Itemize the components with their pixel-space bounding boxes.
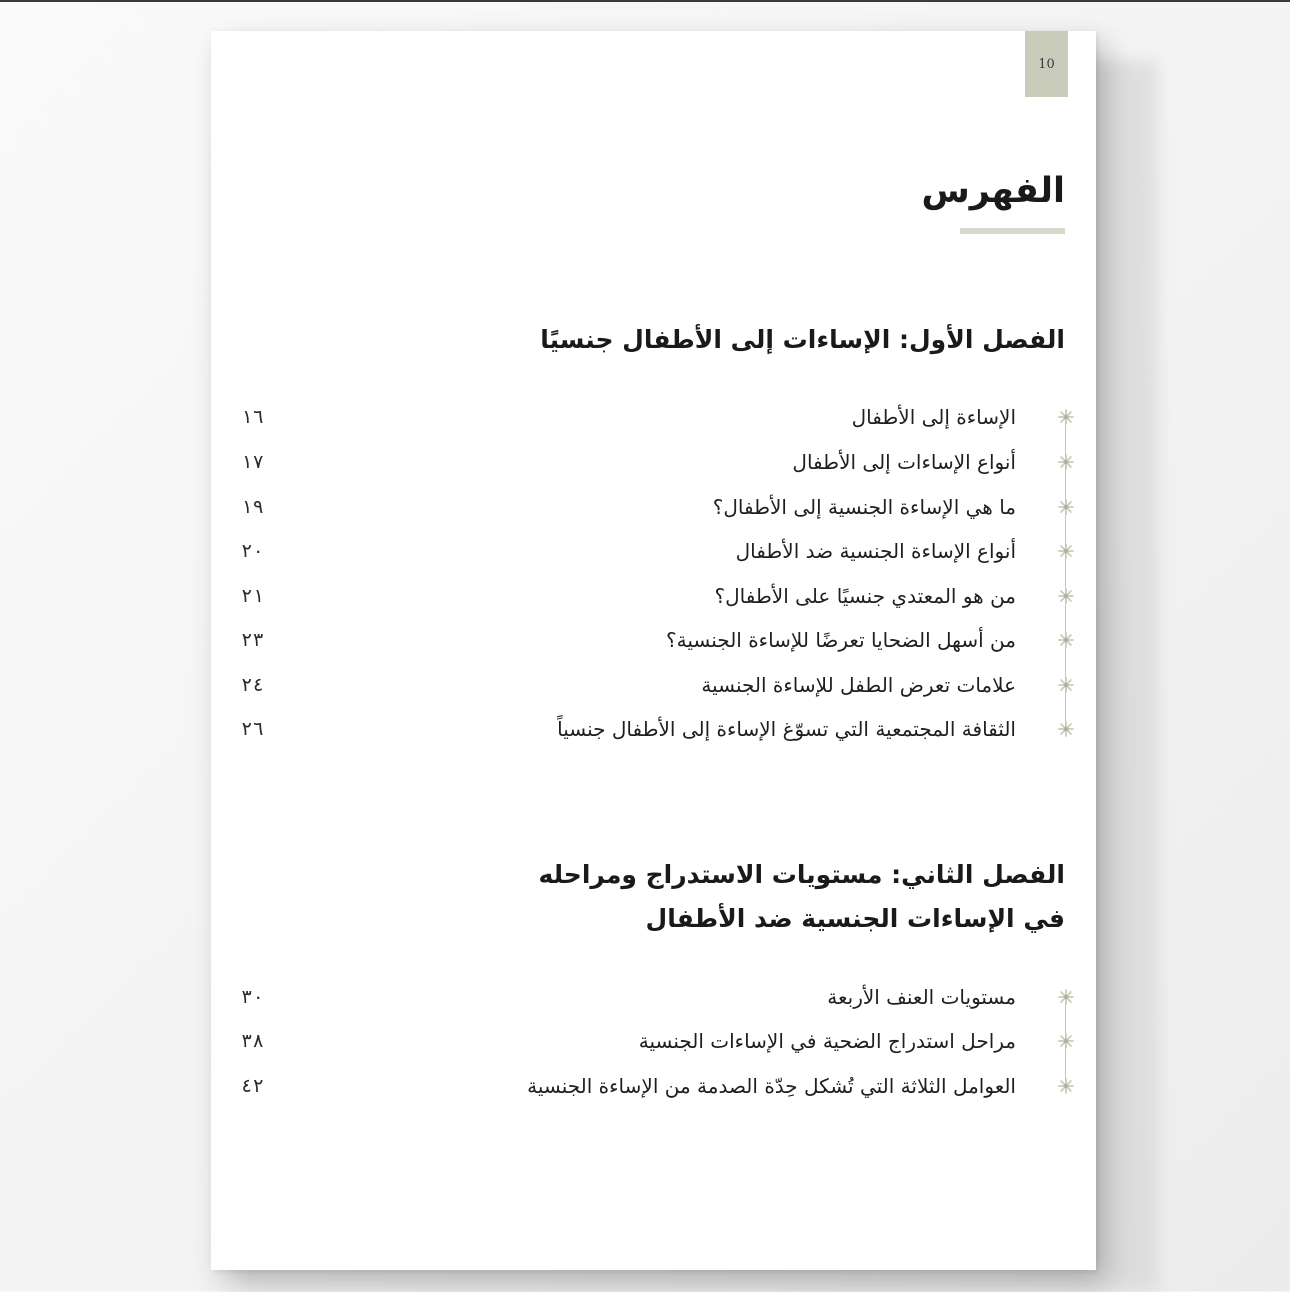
toc-title: الفهرس: [921, 171, 1065, 211]
chapter-1-title: [540, 318, 1065, 362]
toc-entry[interactable]: [211, 446, 1096, 478]
asterisk-flower-icon: [1055, 451, 1077, 473]
asterisk-flower-icon: [1055, 674, 1077, 696]
asterisk-flower-icon: [1055, 629, 1077, 651]
toc-entry[interactable]: [211, 669, 1096, 701]
asterisk-flower-icon: [1055, 718, 1077, 740]
toc-entry-title: مراحل استدراج الضحية في الإساءات الجنسية: [638, 1029, 1016, 1053]
toc-entry-page: ٢٤: [241, 674, 264, 696]
asterisk-flower-glyph: [1055, 674, 1077, 696]
toc-entry-title: الإساءة إلى الأطفال: [851, 405, 1016, 429]
asterisk-flower-icon: [1055, 1075, 1077, 1097]
book-page: [211, 31, 1096, 1270]
toc-entry-page: ٣٠: [241, 986, 264, 1008]
toc-entry-title: ما هي الإساءة الجنسية إلى الأطفال؟: [712, 495, 1016, 519]
toc-entry-title: أنواع الإساءة الجنسية ضد الأطفال: [735, 539, 1016, 563]
toc-entry[interactable]: [211, 981, 1096, 1013]
toc-entry-page: ١٧: [241, 451, 264, 473]
toc-entry-title: مستويات العنف الأربعة: [827, 985, 1016, 1009]
asterisk-flower-icon: [1055, 986, 1077, 1008]
toc-entry-title: من أسهل الضحايا تعرضًا للإساءة الجنسية؟: [666, 628, 1016, 652]
asterisk-flower-glyph: [1055, 406, 1077, 428]
asterisk-flower-glyph: [1055, 718, 1077, 740]
asterisk-flower-glyph: [1055, 629, 1077, 651]
asterisk-flower-icon: [1055, 496, 1077, 518]
asterisk-flower-glyph: [1055, 496, 1077, 518]
toc-entry[interactable]: [211, 713, 1096, 745]
toc-entry-page: ٢١: [241, 585, 264, 607]
toc-entry-title: من هو المعتدي جنسيًا على الأطفال؟: [714, 584, 1016, 608]
toc-entry[interactable]: [211, 1070, 1096, 1102]
toc-entry-title: العوامل الثلاثة التي تُشكل حِدّة الصدمة من الإساءة الجنسية: [527, 1074, 1016, 1098]
toc-entry-page: ١٦: [241, 406, 264, 428]
toc-entry-page: ٢٠: [241, 540, 264, 562]
toc-entry[interactable]: [211, 624, 1096, 656]
asterisk-flower-icon: [1055, 540, 1077, 562]
title-underline: [960, 228, 1065, 234]
toc-entry[interactable]: [211, 535, 1096, 567]
chapter-title-line: الفصل الأول: الإساءات إلى الأطفال جنسيًا: [540, 325, 1065, 354]
asterisk-flower-icon: [1055, 585, 1077, 607]
toc-entry-page: ٢٦: [241, 718, 264, 740]
toc-entry[interactable]: [211, 1025, 1096, 1057]
toc-entry-page: ١٩: [241, 496, 264, 518]
asterisk-flower-glyph: [1055, 585, 1077, 607]
toc-entry-title: علامات تعرض الطفل للإساءة الجنسية: [701, 673, 1016, 697]
chapter-2-title: [538, 853, 1065, 941]
asterisk-flower-glyph: [1055, 1075, 1077, 1097]
asterisk-flower-glyph: [1055, 451, 1077, 473]
chapter-title-line: في الإساءات الجنسية ضد الأطفال: [645, 904, 1065, 933]
toc-entry-title: أنواع الإساءات إلى الأطفال: [792, 450, 1016, 474]
asterisk-flower-glyph: [1055, 1030, 1077, 1052]
asterisk-flower-icon: [1055, 1030, 1077, 1052]
page-number: 10: [1038, 56, 1055, 72]
toc-entry-title: الثقافة المجتمعية التي تسوّغ الإساءة إلى الأطفال جنسياً: [557, 717, 1016, 741]
asterisk-flower-glyph: [1055, 986, 1077, 1008]
toc-entry[interactable]: [211, 401, 1096, 433]
asterisk-flower-icon: [1055, 406, 1077, 428]
toc-entry-page: ٤٢: [241, 1075, 264, 1097]
asterisk-flower-glyph: [1055, 540, 1077, 562]
chapter-title-line: الفصل الثاني: مستويات الاستدراج ومراحله: [538, 860, 1065, 889]
page-number-tab: [1025, 31, 1068, 97]
toc-entry[interactable]: [211, 580, 1096, 612]
toc-entry-page: ٣٨: [241, 1030, 264, 1052]
toc-entry-page: ٢٣: [241, 629, 264, 651]
top-edge-line: [0, 0, 1290, 2]
toc-entry[interactable]: [211, 491, 1096, 523]
